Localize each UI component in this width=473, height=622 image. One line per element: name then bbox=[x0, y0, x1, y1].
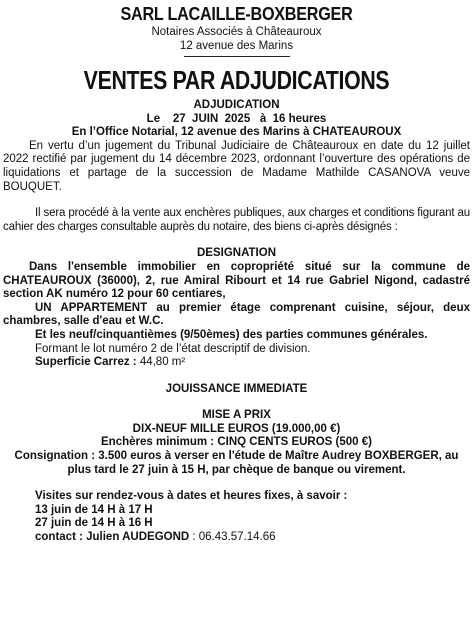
visits-section bbox=[3, 490, 470, 544]
consignation-text: Consignation : 3.500 euros à verser en l'étude de Maître Audrey BOXBERGER, au plus tard le 27 juin à 15 H, par chèque de banque ou virement. bbox=[14, 450, 459, 476]
price-heading: MISE A PRIX bbox=[202, 409, 271, 422]
minimum-bid: Enchères minimum : CINQ CENTS EUROS (500 €) bbox=[101, 436, 372, 449]
contact-name: contact : Julien AUDEGOND bbox=[35, 531, 190, 544]
procedure-text: Il sera procédé à la vente aux enchères publiques, aux charges et conditions figurant au cahier des charges consultable auprès du notaire, des biens ci-après désignés : bbox=[3, 207, 470, 233]
firm-name: SARL LACAILLE-BOXBERGER bbox=[120, 4, 353, 24]
designation-location: Dans l'ensemble immobilier en copropriété situé sur la commune de CHATEAUROUX (36000), 2, rue Amiral Ribourt et 14 rue Gabriel Nigond, cadastré section AK numéro 12 pour 60 centiares, bbox=[3, 260, 470, 301]
firm-subtitle: Notaires Associés à Châteauroux bbox=[151, 26, 322, 38]
visit-contact bbox=[3, 531, 470, 545]
header-divider bbox=[184, 56, 290, 57]
visit-date-2: 27 juin de 14 H à 16 H bbox=[35, 517, 153, 530]
area-value: 44,80 m² bbox=[136, 356, 186, 369]
notice-page bbox=[0, 3, 473, 622]
page-title: VENTES PAR ADJUDICATIONS bbox=[83, 65, 390, 95]
judgment-text: En vertu d’un jugement du Tribunal Judiciaire de Châteauroux en date du 12 juillet 2022 rectifié par jugement du 14 décembre 2023, ordonnant l’ouverture des opérations de liquidations et partage de la succession de Madame Mathilde CASANOVA veuve BOUQUET. bbox=[3, 139, 470, 193]
visit-date-1: 13 juin de 14 H à 17 H bbox=[35, 503, 153, 516]
adjudication-heading: ADJUDICATION bbox=[193, 99, 280, 111]
jouissance-section bbox=[3, 383, 470, 397]
jouissance-heading: JOUISSANCE IMMEDIATE bbox=[165, 382, 308, 395]
area-label: Superficie Carrez : bbox=[35, 356, 137, 369]
adjudication-section bbox=[3, 99, 470, 234]
auction-place: En l’Office Notarial, 12 avenue des Marins à CHATEAUROUX bbox=[71, 126, 402, 139]
price-amount: DIX-NEUF MILLE EUROS (19.000,00 €) bbox=[132, 422, 341, 435]
designation-common-parts: Et les neuf/cinquantièmes (9/50èmes) des parties communes générales. bbox=[35, 328, 428, 341]
designation-apartment: UN APPARTEMENT au premier étage comprenant cuisine, séjour, deux chambres, salle d'eau et W.C. bbox=[3, 301, 470, 328]
price-section bbox=[3, 409, 470, 477]
designation-section bbox=[3, 247, 470, 369]
auction-date: Le 27 JUIN 2025 à 16 heures bbox=[146, 112, 327, 125]
firm-address: 12 avenue des Marins bbox=[179, 40, 294, 52]
designation-area bbox=[3, 356, 470, 370]
contact-phone: : 06.43.57.14.66 bbox=[189, 531, 276, 544]
visits-intro: Visites sur rendez-vous à dates et heures fixes, à savoir : bbox=[35, 490, 348, 503]
designation-lot: Formant le lot numéro 2 de l’état descriptif de division. bbox=[35, 342, 311, 355]
designation-heading: DESIGNATION bbox=[196, 247, 276, 260]
